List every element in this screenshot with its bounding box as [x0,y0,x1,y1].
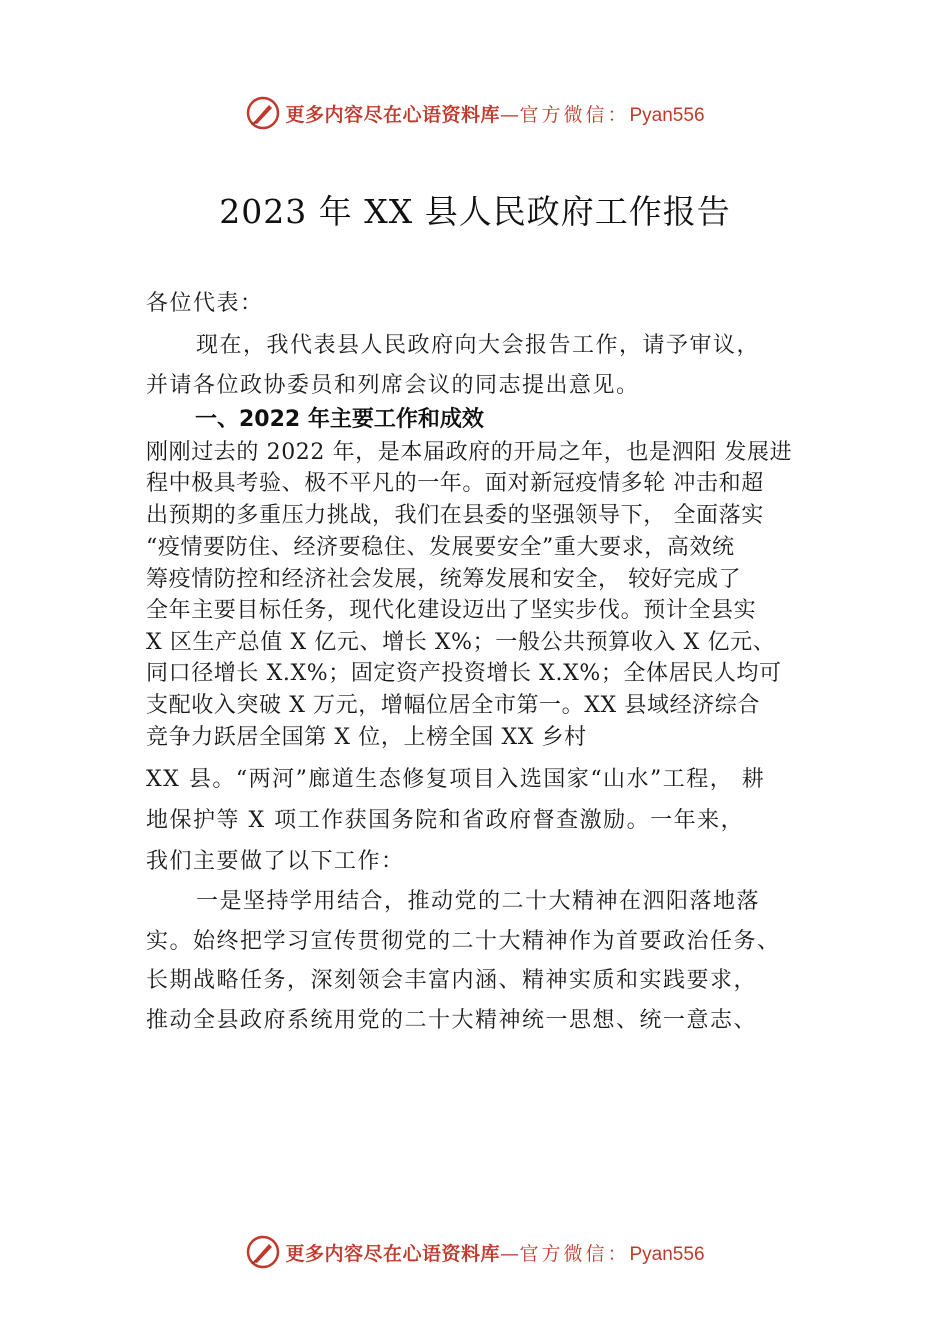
document-title: 2023 年 XX 县人民政府工作报告 [219,192,731,231]
section-line-3: 出预期的多重压力挑战，我们在县委的坚强领导下， 全面落实 [146,503,764,528]
continuation-line-2: 地保护等 X 项工作获国务院和省政府督查激励。一年来， [146,808,745,833]
point1-line-1: 一是坚持学用结合，推动党的二十大精神在泗阳落地落 [196,889,761,914]
section-line-6: 全年主要目标任务，现代化建设迈出了坚实步伐。预计全县实 [146,598,757,623]
section-heading: 一、2022 年主要工作和成效 [195,407,484,432]
banner-wechat-id: Pyan556 [629,104,705,126]
continuation-line-1: XX 县。“两河”廊道生态修复项目入选国家“山水”工程， 耕 [146,767,766,792]
section-line-10: 竞争力跃居全国第 X 位，上榜全国 XX 乡村 [146,725,587,750]
pen-circle-logo-icon [245,95,281,131]
section-line-8: 同口径增长 X.X%；固定资产投资增长 X.X%；全体居民人均可 [146,661,782,686]
section-line-2: 程中极具考验、极不平凡的一年。面对新冠疫情多轮 冲击和超 [146,471,764,496]
banner-text [285,1239,704,1266]
bottom-banner [0,1232,950,1272]
section-line-4: “疫情要防住、经济要稳住、发展要安全”重大要求，高效统 [146,535,735,560]
point1-line-2: 实。始终把学习宣传贯彻党的二十大精神作为首要政治任务、 [146,929,781,954]
banner-separator: — [499,103,520,126]
banner-wechat-label: 官方微信： [519,1242,630,1265]
pen-circle-logo-icon [245,1234,281,1270]
section-line-5: 筹疫情防控和经济社会发展，统筹发展和安全， 较好完成了 [146,567,742,592]
salutation: 各位代表： [146,291,264,316]
top-banner [0,93,950,133]
banner-text [285,100,704,127]
banner-separator: — [499,1242,520,1265]
point1-line-4: 推动全县政府系统用党的二十大精神统一思想、统一意志、 [146,1008,758,1033]
continuation-line-3: 我们主要做了以下工作： [146,849,405,874]
banner-wechat-label: 官方微信： [519,103,630,126]
banner-main-text: 更多内容尽在心语资料库 [285,103,500,126]
intro-line-2: 并请各位政协委员和列席会议的同志提出意见。 [146,373,640,398]
banner-main-text: 更多内容尽在心语资料库 [285,1242,500,1265]
section-line-1: 刚刚过去的 2022 年，是本届政府的开局之年，也是泗阳 发展进 [146,440,793,465]
section-line-7: X 区生产总值 X 亿元、增长 X%；一般公共预算收入 X 亿元、 [146,630,776,655]
banner-wechat-id: Pyan556 [629,1243,705,1265]
section-line-9: 支配收入突破 X 万元，增幅位居全市第一。XX 县域经济综合 [146,693,760,718]
intro-line-1: 现在，我代表县人民政府向大会报告工作，请予审议， [196,333,761,358]
point1-line-3: 长期战略任务，深刻领会丰富内涵、精神实质和实践要求， [146,968,758,993]
